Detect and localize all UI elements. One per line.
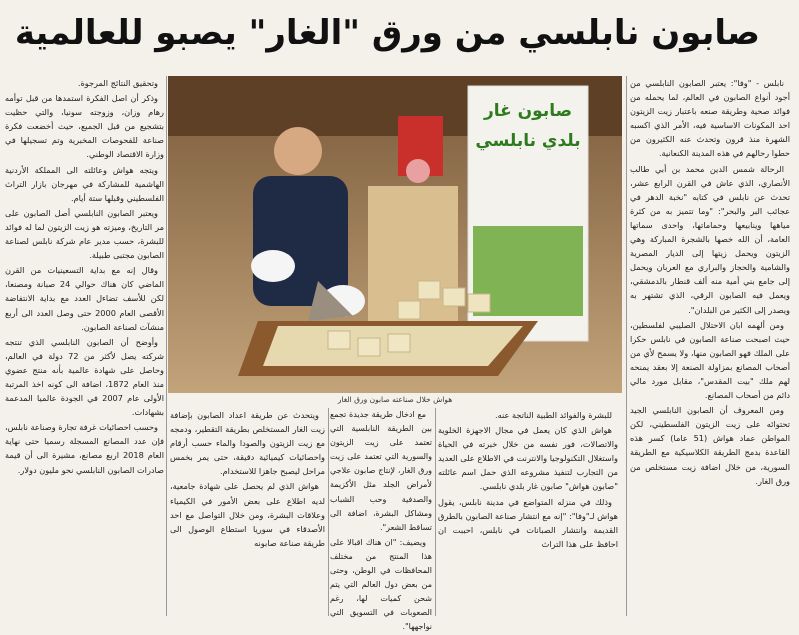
paragraph: وتحقيق النتائج المرجوة. [77,78,158,88]
column-divider [626,76,627,616]
paragraph: ومن المعروف أن الصابون النابلسي الجيد تحتوائه على زيت الزيتون الفلسطيني، لكن المواطن عماد هواش (51 عاما) كسر هذه القاعدة بدمج الطريقة الكلاسيكية مع الطريقة السورية، من خلال اضافة زيت مستخلص من ورق الغار. [630,405,790,486]
paragraph: مع ادخال طريقة جديدة تجمع بين الطريقة النابلسية التي تعتمد على زيت الزيتون والسورية التي تعتمد على زيت ورق الغار، لإنتاج صابون علاجي لأمراض الجلد مثل الأكزيمة والصدفية وحب الشباب ومشاكل البشرة، اضافة الى تساقط الشعر". [330,410,432,532]
paragraph: وقال إنه مع بداية التسعينيات من القرن الماضي كان هناك حوالي 24 صبانة ومصنعا، لكن للأسف تضاءل العدد مع بداية الانتفاضة الأقصى العام 2000 حتى وصل العدد الى أربع منشآت لصناعة الصابون. [5,265,164,332]
photo-caption: هواش خلال صناعته صابون ورق الغار [337,395,453,404]
paragraph: وأوضح أن الصابون النابلسي الذي تنتجه شركته يصل لأكثر من 72 دولة في العالم، وحاصل على شهادة عالمية بأنه منتج عضوي منذ العام 1872، اضافة الى كونه اخذ المرتبة الأولى عام 2007 في الجودة عالميا المدعمة بشهادات. [5,336,164,418]
box-text-line2: بلدي نابلسي [475,131,581,151]
photo-illustration [168,76,622,393]
article-photo [168,76,622,393]
article-column-3 [438,408,618,616]
paragraph: ويعتبر الصابون النابلسي أصل الصابون على مر التاريخ، وميزته هو زيت الزيتون لما له فوائد للبشرة، حسب مدير عام شركة نابلس لصناعة الصابون مجتبى طبيلة. [5,207,164,261]
article-column-1 [630,76,790,616]
article-column-2 [5,76,164,616]
column-divider [166,76,167,616]
paragraph: للبشرة والفوائد الطبية الناتجة عنه. [495,410,612,420]
paragraph: هواش الذي كان يعمل في مجال الاجهزة الخلوية والاتصالات، فور نفسه من خلال خبرته في الحياة واستغلال التكنولوجيا والانترنت في الاطلاع على العديد من التجارب لتنفيذ مشروعه الذي حمل اسم عائلته "صابون هواش" صابون غار بلدي نابلسي. [438,425,618,492]
paragraph: ويتجه هواش وعائلته الى المملكة الأردنية الهاشمية للمشاركة في مهرجان بازار التراث الفلسطيني وقبلها ستة أيام. [5,164,164,203]
box-text-line1: صابون غار [483,101,573,121]
article-column-5 [170,408,325,616]
paragraph: ومن ألهمه ابان الاحتلال الصليبي لفلسطين، حيث اصبحت صناعة الصابون في نابلس حكرا على الملك فهو الصابون منها، ولا يسمح لأي من أصحاب المصانع بمزاولة الصنعة إلا بعقد يمنحه لهم ملك "بيت المقدس"، مقابل مورد مالي دائم من أصحاب المصانع. [630,319,790,401]
paragraph: وذكر أن اصل الفكرة استمدها من قبل توأمه رهام وزان، وزوجته سونيا، والتي حظيت بتشجيع من قبل الجميع، حيث أخضعت فكرة صناعة للفحوصات المخبرية وتم تسجيلها في وزارة الاقتصاد الوطني. [5,93,164,160]
paragraph: هواش الذي لم يحصل على شهادة جامعية، لديه اطلاع على بعض الأمور في الكيمياء وعلاقات البشرة، ومن خلال التواصل مع احد الأصدقاء في سوريا استطاع الوصول الى طريقة صناعة صابونه [170,481,325,548]
article-column-4 [330,408,432,632]
paragraph: وحسب احصائيات غرفة تجارة وصناعة نابلس، فإن عدد المصانع المسجلة رسميا حتى نهاية العام 2018 اربع مصانع، مشيرة الى أن قيمة صادرات الصابون النابلسي نحو مليون دولار. [5,422,164,475]
paragraph: وذلك في منزله المتواضع في مدينة نابلس، يقول هواش لـ"وفا": "إنه مع انتشار صناعة الصابون بالطرق القديمة وانتشار الصبانات في نابلس، احببت ان احافظ على هذا التراث [438,496,618,549]
headline: صابون نابلسي من ورق "الغار" يصبو للعالمية [14,13,760,53]
paragraph: نابلس - "وفا": يعتبر الصابون النابلسي من أجود أنواع الصابون في العالم، لما يحمله من فوائد صحية وطريقة صنعه باعتبار زيت الزيتون احد المكونات الاساسية فيه، الأمر الذي اكسبه الشهرة منذ قرون وتحدث عنه الكثيرون من حطوا رحالهم في هذه المدينة الكنعانية. [630,78,790,159]
paragraph: الرحالة شمس الدين محمد بن أبي طالب الأنصاري، الذي عاش في القرن الرابع عشر، تحدث عن نابلس في كتابه "نخبة الدهر في عجائب البر والبحر": "وما تتميز به من كثرة مياهها وينابيعها وحماماتها، واحدى سماتها العامة، أن الله خصها بالشجرة المباركة وهي الزيتون ويحمل زيتها إلى الديار المصرية والشامية والحجاز والبراري مع العربان ويحمل إلى جامع بني أمية منه ألف قنطار بالدمشقي، ويعمل فيه الصابون الرقي، الذي تشتهر به ويصدر إلى الكثير من البلدان". [630,163,790,315]
column-divider [435,408,436,616]
paragraph: ويضيف: "ان هناك اقبالا على هذا المنتج من مختلف المحافظات في الوطن، وحتى من بعض دول العالم التي يتم شحن كميات لها، رغم الصعوبات في التسويق التي نواجهها". [330,537,432,632]
paragraph: ويتحدث عن طريقة اعداد الصابون بإضافة زيت الغار المستخلص بطريقة التقطير، ودمجه مع زيت الزيتون والصودا والماء حسب أرقام واحصائيات كيميائية دقيقة، حتى يمر بخمس مراحل ليصبح جاهزا للاستخدام. [170,410,325,477]
column-divider [328,408,329,616]
